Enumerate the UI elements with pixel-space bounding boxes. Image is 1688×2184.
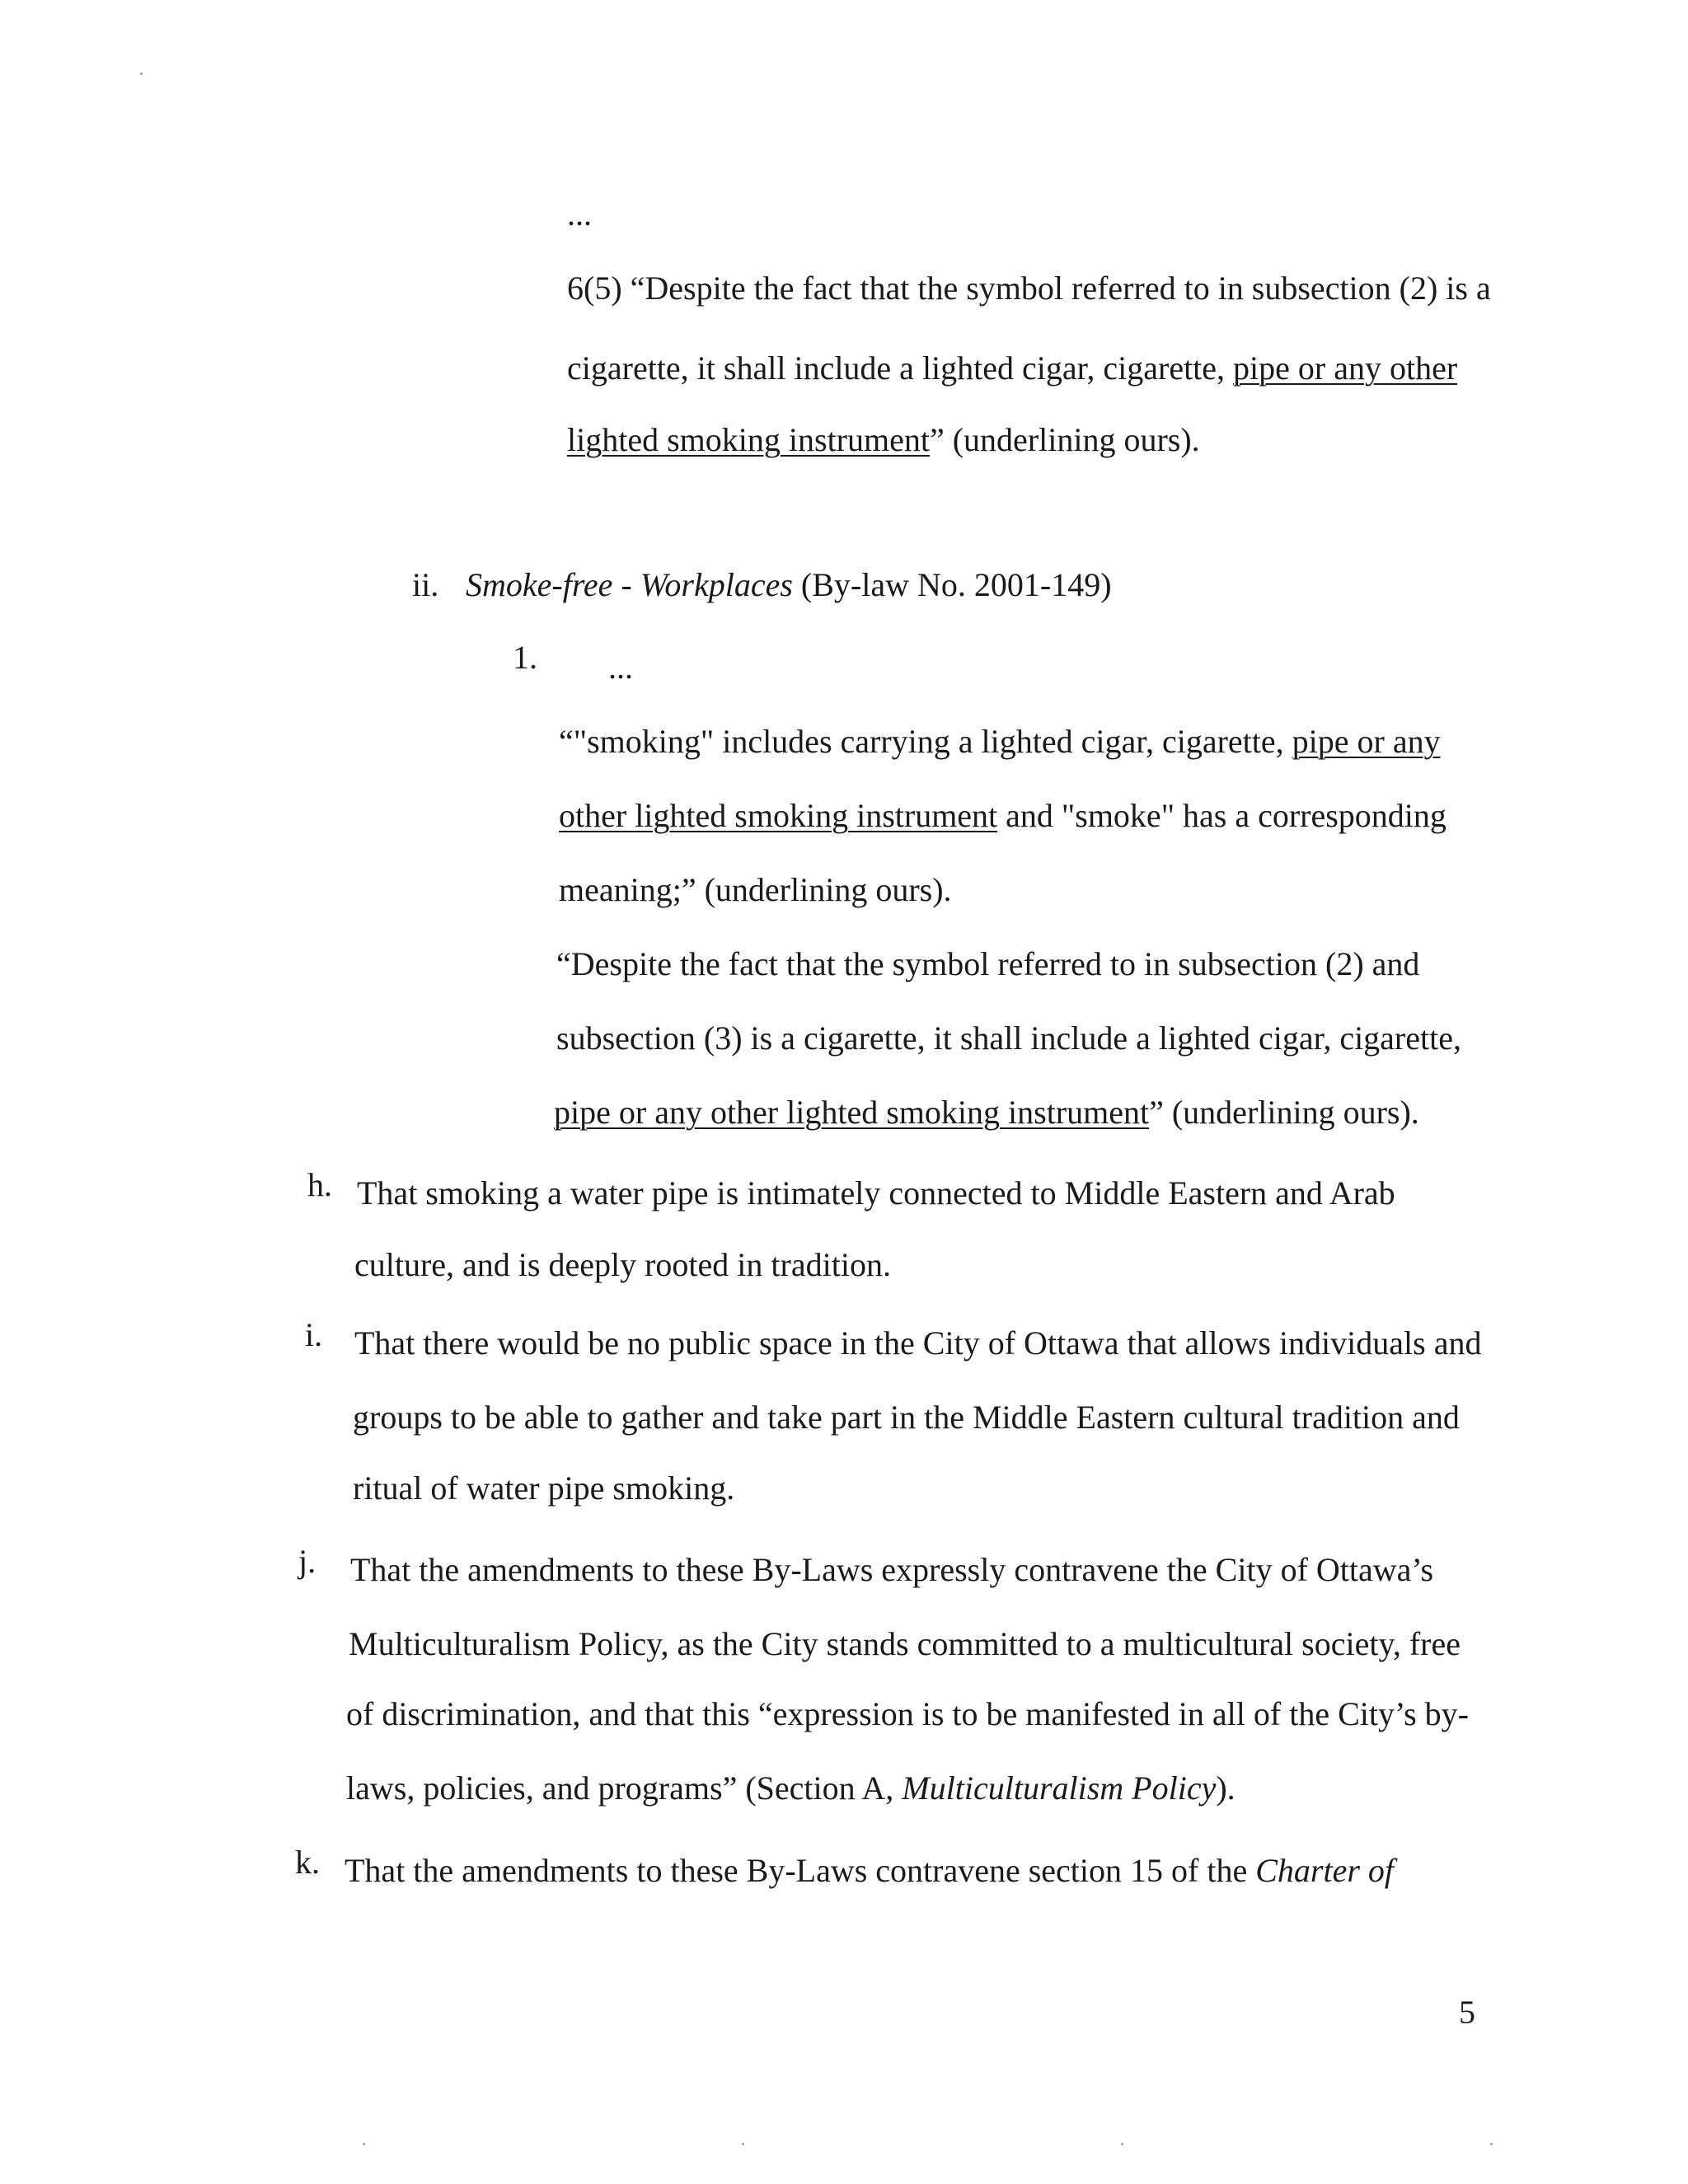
scan-speck [742,2143,744,2145]
item-1-marker: 1. [513,639,537,676]
quote-smoking-line-2 [559,799,1447,832]
scan-speck [140,73,143,75]
quote-symbol-line-2: subsection (3) is a cigarette, it shall include a lighted cigar, cigarette, [556,1019,1461,1057]
quote-smoking-line-1 [559,725,1441,758]
text: “"smoking" includes carrying a lighted cigar, cigarette, [559,723,1292,760]
item-j-line-2: Multiculturalism Policy, as the City stands committed to a multicultural society, free [349,1625,1461,1662]
text: cigarette, it shall include a lighted cigar, cigarette, [567,349,1234,387]
item-h-line-2: culture, and is deeply rooted in tradition. [354,1246,891,1283]
underlined-text: pipe or any other lighted smoking instrument [554,1094,1150,1131]
policy-title: Multiculturalism Policy [902,1769,1217,1807]
page-number: 5 [1459,1994,1475,2031]
item-h-marker: h. [307,1166,332,1203]
item-k-line-1 [345,1854,1394,1887]
item-i-line-3: ritual of water pipe smoking. [353,1469,735,1507]
subheading-ii-title [466,566,1112,603]
item-k-marker: k. [295,1844,320,1881]
text: That the amendments to these By-Laws contravene section 15 of the [345,1852,1256,1889]
quote-6-5-line-3 [567,421,1200,458]
text: ” (underlining ours). [1149,1094,1419,1131]
text: laws, policies, and programs” (Section A, [346,1769,903,1807]
ellipsis-top: ... [567,195,592,232]
charter-title: Charter of [1255,1852,1395,1889]
quote-6-5-line-2 [567,349,1458,387]
text: ” (underlining ours). [929,421,1200,458]
item-i-line-2: groups to be able to gather and take part in the Middle Eastern cultural tradition and [353,1399,1460,1436]
underlined-text: other lighted smoking instrument [559,797,998,834]
item-j-line-1: That the amendments to these By-Laws expressly contravene the City of Ottawa’s [350,1551,1434,1588]
scan-speck [1121,2143,1123,2145]
item-i-line-1: That there would be no public space in the City of Ottawa that allows individuals and [354,1324,1482,1361]
quote-symbol-line-1: “Despite the fact that the symbol referred to in subsection (2) and [556,945,1420,982]
bylaw-number: (By-law No. 2001-149) [792,566,1112,603]
underlined-text: pipe or any [1292,723,1441,760]
quote-6-5-line-1: 6(5) “Despite the fact that the symbol referred to in subsection (2) is a [567,269,1491,307]
text: and "smoke" has a corresponding [997,797,1447,834]
subheading-ii-marker: ii. [412,566,439,603]
bylaw-title: Smoke-free - Workplaces [466,566,793,603]
scan-speck [1490,2143,1493,2145]
quote-smoking-line-3: meaning;” (underlining ours). [559,871,952,908]
underlined-text: lighted smoking instrument [567,421,930,458]
underlined-text: pipe or any other [1233,349,1458,387]
text: ). [1216,1769,1236,1807]
item-1-ellipsis: ... [608,649,633,686]
scan-speck [363,2143,365,2145]
item-i-marker: i. [305,1316,323,1353]
item-j-line-3: of discrimination, and that this “expression is to be manifested in all of the City’s by- [346,1695,1469,1732]
quote-symbol-line-3 [554,1096,1419,1129]
item-j-marker: j. [298,1543,316,1580]
item-j-line-4 [346,1769,1236,1807]
item-h-line-1: That smoking a water pipe is intimately connected to Middle Eastern and Arab [357,1174,1395,1212]
